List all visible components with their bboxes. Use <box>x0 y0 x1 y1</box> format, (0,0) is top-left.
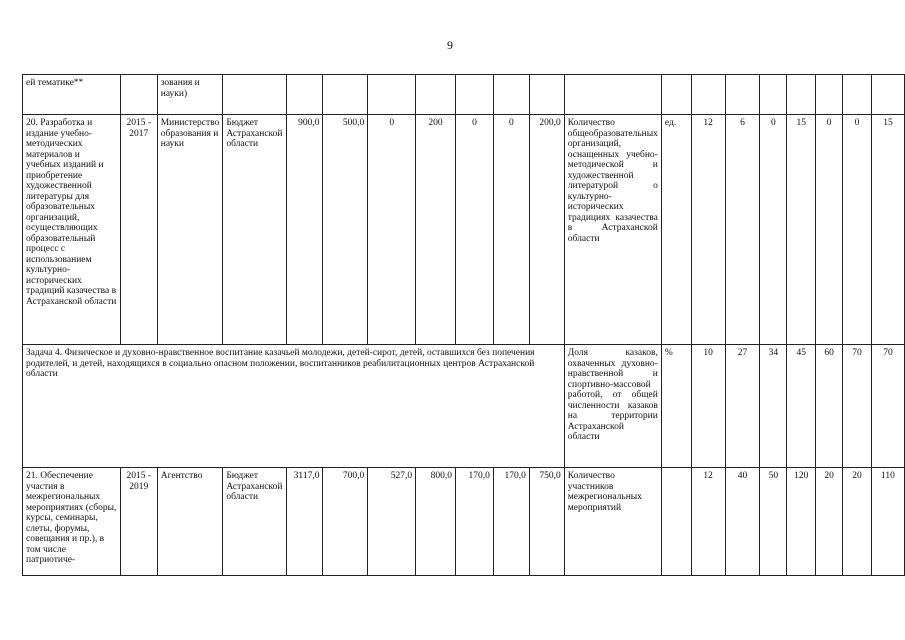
cell-year-6: 200,0 <box>529 115 564 345</box>
cell-value-7: 110 <box>871 468 904 576</box>
cell-value-1: 12 <box>691 115 725 345</box>
cell-value-5: 60 <box>816 345 843 468</box>
cell-value-2: 27 <box>725 345 760 468</box>
cell-years: 2015 - 2017 <box>120 115 157 345</box>
cell-year-2: 527,0 <box>368 468 416 576</box>
cell-years: 2015 - 2019 <box>120 468 157 576</box>
cell-value-4: 45 <box>787 345 816 468</box>
cell-value-6: 0 <box>843 115 872 345</box>
cell-value-1: 10 <box>691 345 725 468</box>
cell-total: 900,0 <box>286 115 323 345</box>
cell-year-4: 170,0 <box>456 468 494 576</box>
cell-year-5: 170,0 <box>493 468 529 576</box>
cell-unit: % <box>661 345 691 468</box>
cell-executor: зования и науки) <box>157 75 223 115</box>
cell-name: ей тематике** <box>23 75 121 115</box>
cell-indicator: Количество общеобразовательных организаций, оснащенных учебно-методической и художественной литературой о культурно-исторических традициях казачества в Астраханской области <box>564 115 661 345</box>
table-row <box>23 345 905 468</box>
cell-year-2: 0 <box>368 115 416 345</box>
cell-value-4: 120 <box>787 468 816 576</box>
cell-total: 3117,0 <box>286 468 323 576</box>
cell-year-1: 700,0 <box>323 468 368 576</box>
cell-value-2: 40 <box>725 468 760 576</box>
cell-year-4: 0 <box>456 115 494 345</box>
cell-name: 21. Обеспечение участия в межрегиональных мероприятиях (сборы, курсы, семинары, слеты, форумы, совещания и пр.), в том числе патриотиче- <box>23 468 121 576</box>
cell-value-5: 20 <box>816 468 843 576</box>
cell-value-2: 6 <box>725 115 760 345</box>
cell-source: Бюджет Астраханской области <box>223 115 286 345</box>
table-row <box>23 75 905 115</box>
cell-value-6: 70 <box>843 345 872 468</box>
cell-value-6: 20 <box>843 468 872 576</box>
table-row <box>23 115 905 345</box>
cell-year-6: 750,0 <box>529 468 564 576</box>
task-4-text: Задача 4. Физическое и духовно-нравственное воспитание казачьей молодежи, детей-сирот, детей, оставшихся без попечения родителей, и детей, находящихся в социально опасном положении, воспитанников реабилитационных центров Астраханской области <box>23 345 565 468</box>
cell-year-3: 200 <box>416 115 456 345</box>
program-table <box>22 74 905 576</box>
cell-value-7: 70 <box>871 345 904 468</box>
cell-executor: Агентство <box>157 468 223 576</box>
cell-year-1: 500,0 <box>323 115 368 345</box>
cell-source: Бюджет Астраханской области <box>223 468 286 576</box>
cell-value-3: 0 <box>760 115 787 345</box>
page-number: 9 <box>447 38 453 52</box>
cell-value-3: 34 <box>760 345 787 468</box>
cell-name: 20. Разработка и издание учебно-методических материалов и учебных изданий и приобретение художественной литературы для образовательных организаций, осуществляющих образовательный процесс с использованием культурно-исторических традиций казачества в Астраханской области <box>23 115 121 345</box>
cell-year-3: 800,0 <box>416 468 456 576</box>
cell-value-4: 15 <box>787 115 816 345</box>
cell-years <box>120 75 157 115</box>
cell-year-5: 0 <box>493 115 529 345</box>
cell-indicator: Количество участников межрегиональных мероприятий <box>564 468 661 576</box>
cell-value-1: 12 <box>691 468 725 576</box>
cell-source <box>223 75 286 115</box>
cell-executor: Министерство образования и науки <box>157 115 223 345</box>
cell-indicator: Доля казаков, охваченных духовно-нравственной и спортивно-массовой работой, от общей численности казаков на территории Астраханской области <box>564 345 661 468</box>
cell-unit: ед. <box>661 115 691 345</box>
cell-unit <box>661 468 691 576</box>
table-row <box>23 468 905 576</box>
cell-value-7: 15 <box>871 115 904 345</box>
cell-value-5: 0 <box>816 115 843 345</box>
cell-value-3: 50 <box>760 468 787 576</box>
